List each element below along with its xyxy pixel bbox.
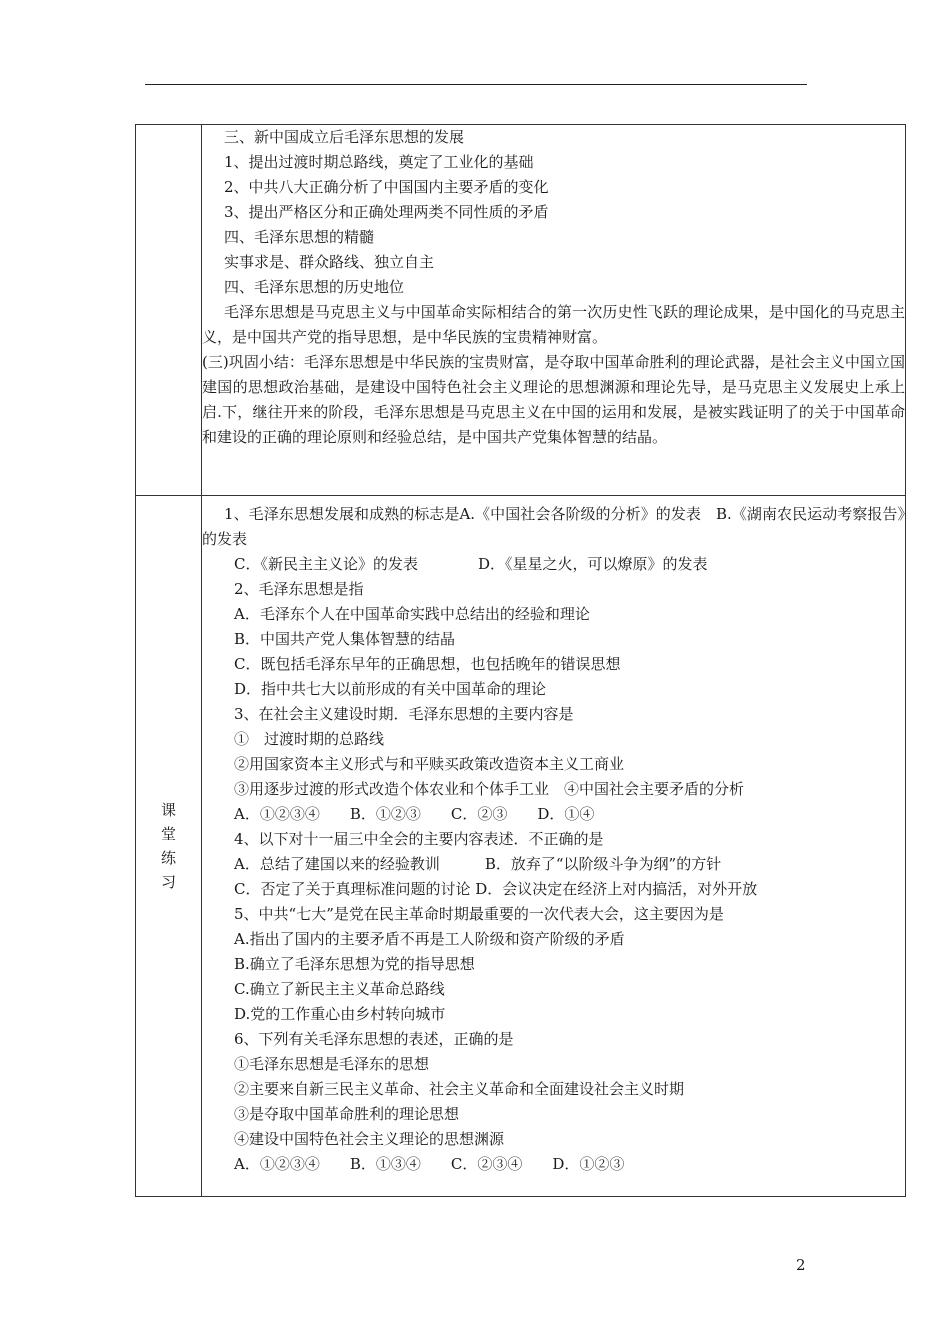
section-three-item: 2、中共八大正确分析了中国国内主要矛盾的变化 <box>224 178 549 196</box>
q3-item: ③用逐步过渡的形式改造个体农业和个体手工业 ④中国社会主要矛盾的分析 <box>234 780 745 798</box>
q6-item: ①毛泽东思想是毛泽东的思想 <box>234 1055 430 1073</box>
q3-item: ②用国家资本主义形式与和平赎买政策改造资本主义工商业 <box>234 755 625 773</box>
q3-stem: 3、在社会主义建设时期．毛泽东思想的主要内容是 <box>234 705 574 723</box>
section-essence-heading: 四、毛泽东思想的精髓 <box>224 228 375 246</box>
header-rule <box>145 84 807 85</box>
lesson-table <box>135 124 906 1197</box>
q5-option: C.确立了新民主主义革命总路线 <box>234 980 445 998</box>
empty-label-cell <box>136 125 202 496</box>
q5-option: B.确立了毛泽东思想为党的指导思想 <box>234 955 475 973</box>
q1-option-c: C．《新民主主义论》的发表 <box>234 555 418 573</box>
section-status-text: 毛泽东思想是马克思主义与中国革命实际相结合的第一次历史性飞跃的理论成果，是中国化的马克思主义，是中国共产党的指导思想，是中华民族的宝贵精神财富。 <box>202 303 905 346</box>
practice-label-cell <box>136 496 202 1197</box>
section-essence-text: 实事求是、群众路线、独立自主 <box>224 253 435 271</box>
content-cell <box>202 125 906 496</box>
q6-item: ④建设中国特色社会主义理论的思想渊源 <box>234 1130 505 1148</box>
q3-item: ① 过渡时期的总路线 <box>234 730 385 748</box>
section-status-heading: 四、毛泽东思想的历史地位 <box>224 278 405 296</box>
q1-option-d: D．《星星之火，可以燎原》的发表 <box>477 555 708 573</box>
q6-options: A．①②③④ B．①③④ C．②③④ D．①②③ <box>234 1155 625 1173</box>
page-number: 2 <box>796 1256 806 1274</box>
q4-options-ab: A．总结了建国以来的经验教训 B．放弃了“以阶级斗争为纲”的方针 <box>234 855 722 873</box>
q2-option: B．中国共产党人集体智慧的结晶 <box>234 630 456 648</box>
summary-paragraph: (三)巩固小结：毛泽东思想是中华民族的宝贵财富，是夺取中国革命胜利的理论武器，是社会主义中国立国建国的思想政治基础，是建设中国特色社会主义理论的思想渊源和理论先导，是马克思主义发展史上承上启.下，继往开来的阶段，毛泽东思想是马克思主义在中国的运用和发展，是被实践证明了的关于中国革命和建设的正确的理论原则和经验总结，是中国共产党集体智慧的结晶。 <box>202 353 905 446</box>
q2-option: C．既包括毛泽东早年的正确思想，也包括晚年的错误思想 <box>234 655 621 673</box>
q6-item: ②主要来自新三民主义革命、社会主义革命和全面建设社会主义时期 <box>234 1080 685 1098</box>
q5-stem: 5、中共“七大”是党在民主革命时期最重要的一次代表大会，这主要因为是 <box>234 905 724 923</box>
section-three-item: 3、提出严格区分和正确处理两类不同性质的矛盾 <box>224 203 549 221</box>
practice-label: 课堂练习 <box>160 801 176 891</box>
q6-item: ③是夺取中国革命胜利的理论思想 <box>234 1105 460 1123</box>
q4-options-cd: C．否定了关于真理标准问题的讨论 D．会议决定在经济上对内搞活，对外开放 <box>234 880 758 898</box>
q2-option: D．指中共七大以前形成的有关中国革命的理论 <box>234 680 547 698</box>
q1-options-cd <box>202 552 905 577</box>
q4-stem: 4、以下对十一届三中全会的主要内容表述．不正确的是 <box>234 830 604 848</box>
q2-stem: 2、毛泽东思想是指 <box>234 580 364 598</box>
q6-stem: 6、下列有关毛泽东思想的表述，正确的是 <box>234 1030 514 1048</box>
q1-stem: 1、毛泽东思想发展和成熟的标志是A.《中国社会各阶级的分析》的发表 B.《湖南农民运动考察报告》的发表 <box>202 505 905 548</box>
practice-row <box>136 496 906 1197</box>
q5-option: D.党的工作重心由乡村转向城市 <box>234 1005 446 1023</box>
q2-option: A．毛泽东个人在中国革命实践中总结出的经验和理论 <box>234 605 590 623</box>
section-three-item: 1、提出过渡时期总路线，奠定了工业化的基础 <box>224 153 534 171</box>
content-row <box>136 125 906 496</box>
q5-option: A.指出了国内的主要矛盾不再是工人阶级和资产阶级的矛盾 <box>234 930 625 948</box>
practice-cell <box>202 496 906 1197</box>
q3-options: A．①②③④ B．①②③ C．②③ D．①④ <box>234 805 595 823</box>
section-three-heading: 三、新中国成立后毛泽东思想的发展 <box>224 128 465 146</box>
